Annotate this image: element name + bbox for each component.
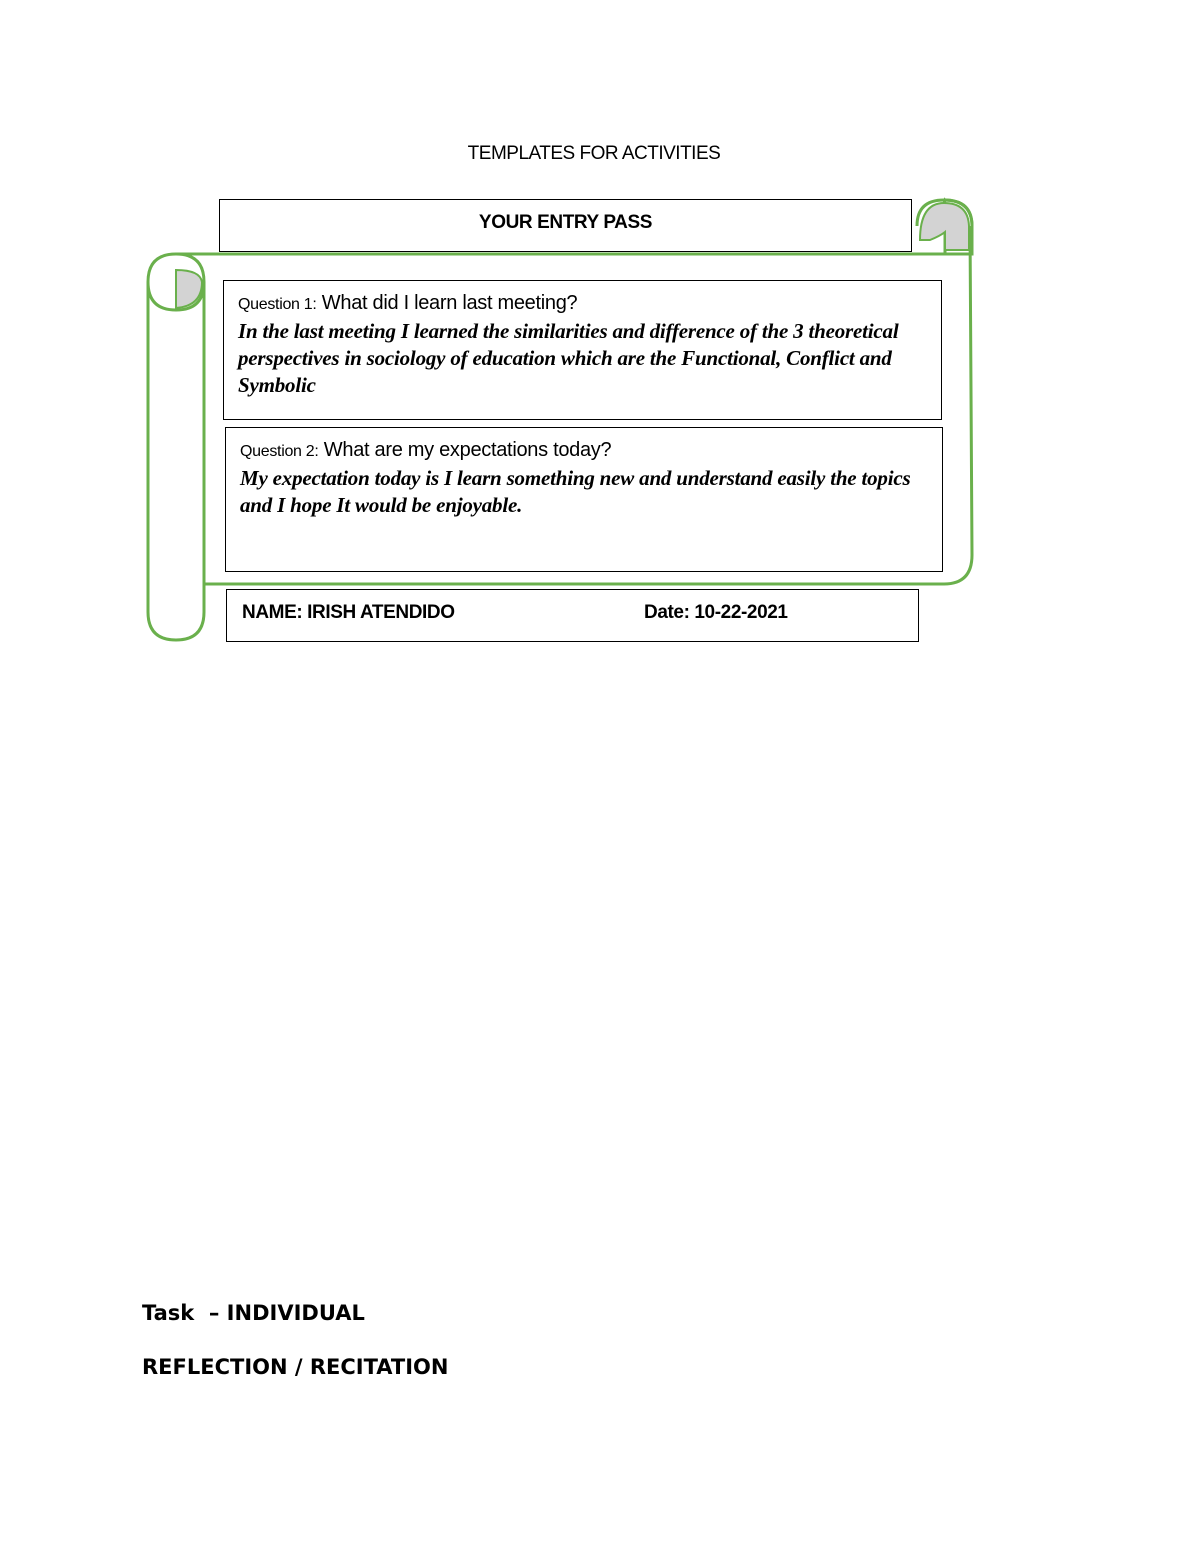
task-mode-heading: REFLECTION / RECITATION	[142, 1355, 449, 1379]
question-2-heading	[240, 438, 928, 464]
question-2-answer: My expectation today is I learn something new and understand easily the topics and I hope It would be enjoyable.	[240, 466, 911, 517]
question-2-prefix: Question 2:	[240, 443, 319, 460]
page-title: TEMPLATES FOR ACTIVITIES	[467, 143, 721, 164]
entry-pass-header: YOUR ENTRY PASS	[219, 199, 912, 252]
question-1-prefix: Question 1:	[238, 296, 317, 313]
question-2-box	[225, 427, 943, 572]
task-type-heading: Task – INDIVIDUAL	[142, 1301, 365, 1325]
question-1-heading	[238, 291, 927, 317]
student-name: NAME: IRISH ATENDIDO	[242, 602, 455, 623]
question-1-answer: In the last meeting I learned the similarities and difference of the 3 theoretical perspectives in sociology of education which are the Functional, Conflict and Symbolic	[238, 319, 899, 397]
question-1-text: What did I learn last meeting?	[321, 292, 578, 314]
name-date-box	[226, 589, 919, 642]
question-2-text: What are my expectations today?	[323, 439, 612, 461]
right-curl-shade	[920, 203, 969, 250]
question-1-box	[223, 280, 942, 420]
entry-date: Date: 10-22-2021	[644, 602, 788, 623]
